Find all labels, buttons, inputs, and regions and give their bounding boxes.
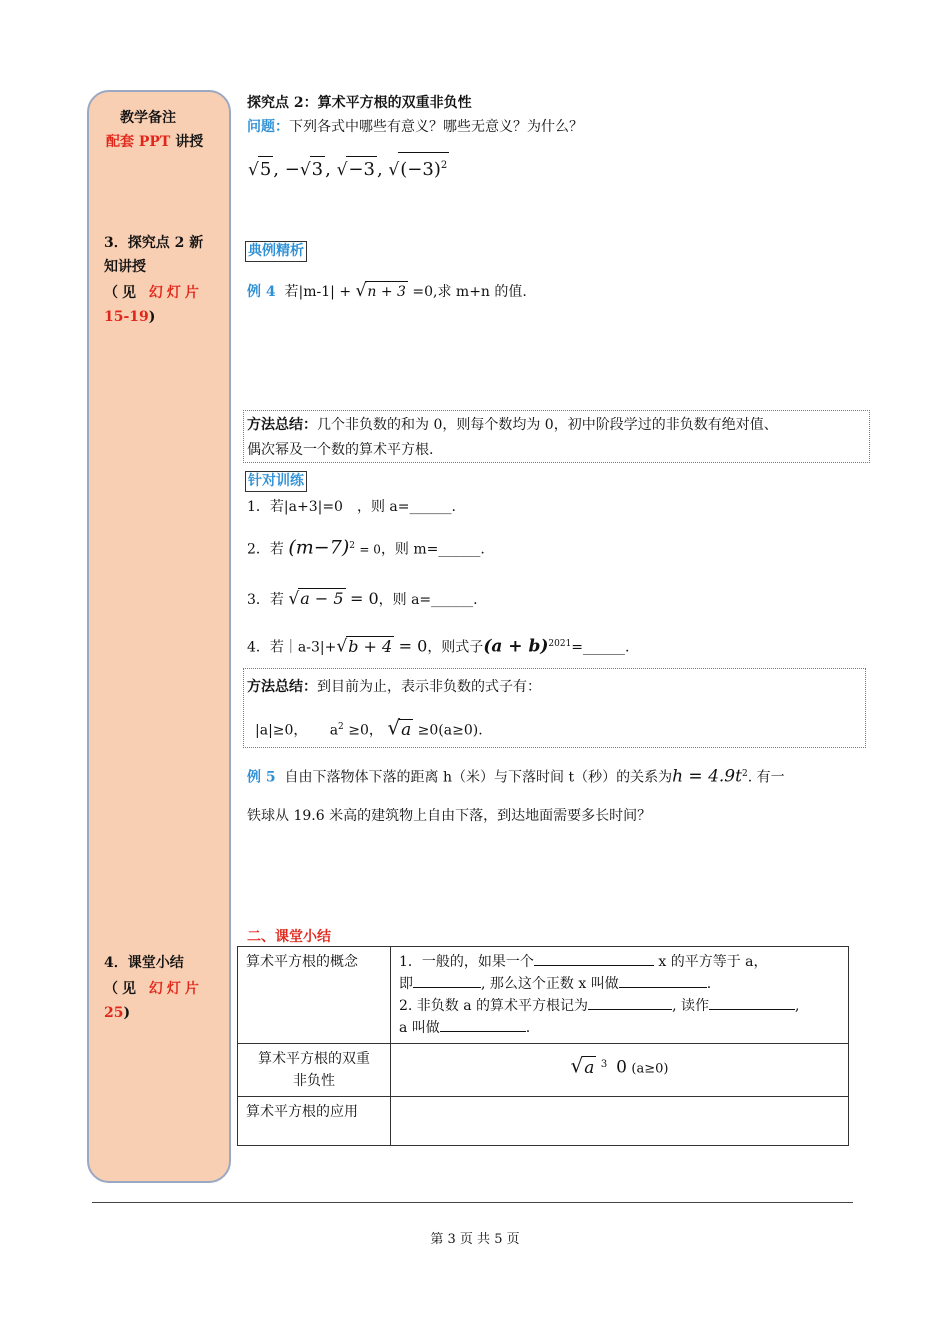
table-row <box>238 1044 849 1097</box>
question-expressions: √5 , −√3 , √−3 , $√(-3)^2$ <box>248 152 449 183</box>
sidebar-title: 教学备注 <box>120 110 176 126</box>
example5-line2: 铁球从 19.6 米高的建筑物上自由下落，到达地面需要多长时间？ <box>247 808 652 824</box>
summary-application-head: 算术平方根的应用 <box>238 1097 391 1146</box>
table-row <box>238 947 849 1044</box>
summary-nonneg-head: 算术平方根的双重 非负性 <box>238 1044 391 1097</box>
method-summary-2-formulas: |a|≥0， $a^2 \ge 0$， √a ≥0(a≥0). <box>255 715 483 740</box>
summary-concept-head: 算术平方根的概念 <box>238 947 391 1044</box>
training-item-3: 3．若 √a − 5 = 0，则 a=______. <box>247 589 478 609</box>
method-summary-1-line1: 方法总结：几个非负数的和为 0，则每个数均为 0，初中阶段学过的非负数有绝对值、 <box>247 417 778 433</box>
summary-table <box>237 946 849 1146</box>
section-title: 探究点 2：算术平方根的双重非负性 <box>247 95 472 111</box>
question-line: 问题：下列各式中哪些有意义？哪些无意义？为什么？ <box>247 119 583 135</box>
sidebar-item4-line1: 4．课堂小结 <box>104 955 184 971</box>
sidebar-item3-line3: （见 幻灯片 <box>104 285 203 301</box>
sidebar-item3-line4: 15-19) <box>104 309 156 325</box>
table-row <box>238 1097 849 1146</box>
training-item-4: 4．若｜a-3|+√b + 4 = 0，则式子$(a + b)^{2021}=\_\_\_\_\_\_$. <box>247 636 630 657</box>
summary-nonneg-body: √a $^3$ 0 (a≥0) <box>391 1044 849 1097</box>
training-item-2: 2．若 $(m-7)^2 = 0$，则 m=______. <box>247 536 485 559</box>
summary-concept-body: 1．一般的，如果一个 x 的平方等于 a， 即 , 那么这个正数 x 叫做 . 2. 非负数 a 的算术平方根记为 , 读作 , a 叫做 . <box>391 947 849 1044</box>
sidebar-item4-line2: （见 幻灯片 <box>104 981 203 997</box>
training-item-1: 1．若|a+3|=0 ，则 a=______. <box>247 499 456 515</box>
method-summary-1-line2: 偶次幂及一个数的算术平方根. <box>247 442 434 458</box>
sidebar-item3-line2: 知讲授 <box>104 259 146 275</box>
sidebar-item4-line3: 25) <box>104 1005 131 1021</box>
method-summary-2-line1: 方法总结：到目前为止，表示非负数的式子有： <box>247 679 541 695</box>
example4: 例 4 若|m-1| + √n + 3 =0,求 m+n 的值. <box>247 281 527 301</box>
summary-application-body <box>391 1097 849 1146</box>
training-tag: 针对训练 <box>245 471 307 492</box>
page-number: 第 3 页 共 5 页 <box>430 1232 520 1247</box>
footer-divider <box>92 1202 853 1203</box>
example5-line1: 例 5 自由下落物体下落的距离 h（米）与下落时间 t（秒）的关系为$h = 4.9t^2$. 有一 <box>247 766 785 787</box>
examples-tag: 典例精析 <box>245 241 307 262</box>
sidebar-ppt-note: 配套 PPT 讲授 <box>106 134 204 150</box>
summary-title: 二、课堂小结 <box>247 929 331 945</box>
sidebar-item3-line1: 3．探究点 2 新 <box>104 235 204 251</box>
